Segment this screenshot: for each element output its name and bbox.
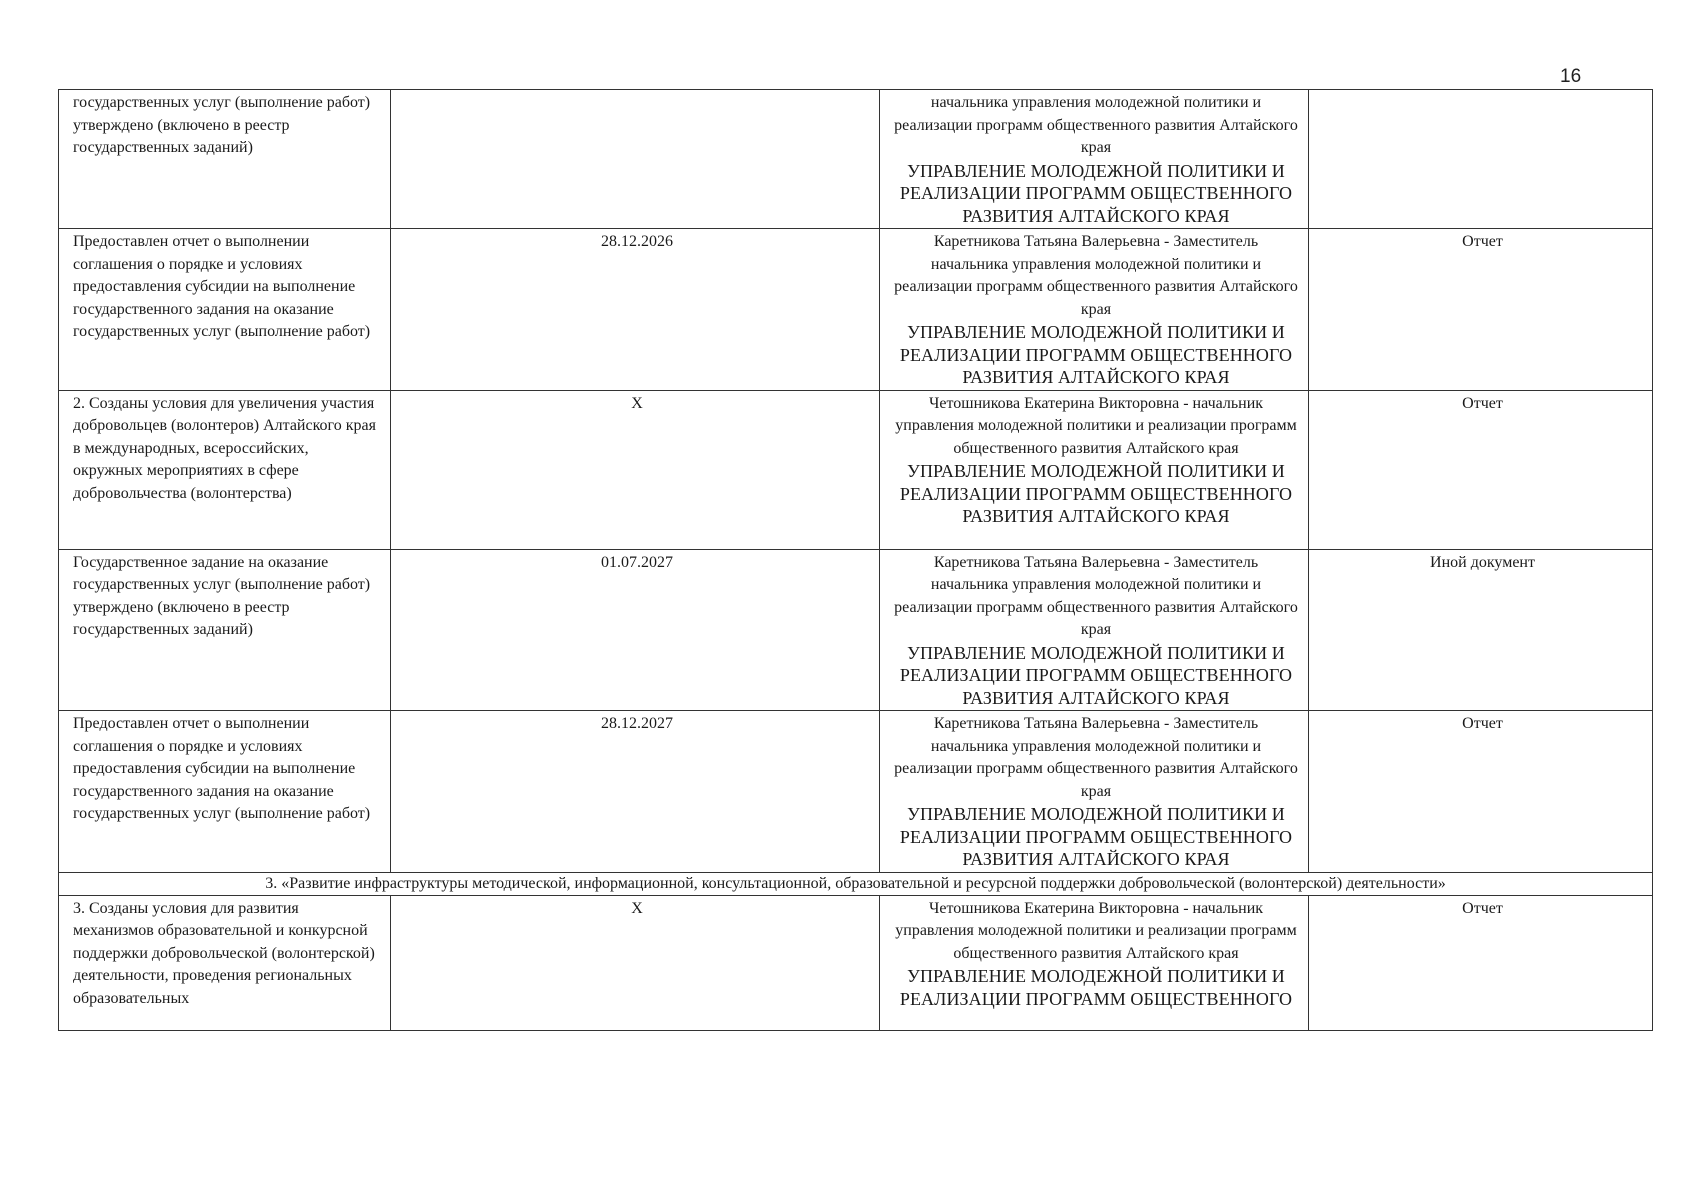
responsible-org: УПРАВЛЕНИЕ МОЛОДЕЖНОЙ ПОЛИТИКИ И РЕАЛИЗАЦИИ ПРОГРАММ ОБЩЕСТВЕННОГО РАЗВИТИЯ АЛТАЙСКОГО КРАЯ — [899, 322, 1293, 387]
date-cell: X — [391, 895, 880, 1030]
responsible-org: УПРАВЛЕНИЕ МОЛОДЕЖНОЙ ПОЛИТИКИ И РЕАЛИЗАЦИИ ПРОГРАММ ОБЩЕСТВЕННОГО РАЗВИТИЯ АЛТАЙСКОГО КРАЯ — [899, 160, 1293, 226]
event-cell: Государственное задание на оказание государственных услуг (выполнение работ) утверждено (включено в реестр государственных заданий) — [59, 549, 391, 711]
responsible-org: УПРАВЛЕНИЕ МОЛОДЕЖНОЙ ПОЛИТИКИ И РЕАЛИЗАЦИИ ПРОГРАММ ОБЩЕСТВЕННОГО РАЗВИТИЯ АЛТАЙСКОГО КРАЯ — [899, 461, 1293, 526]
section-heading: 3. «Развитие инфраструктуры методической, информационной, консультационной, образовательной и ресурсной поддержки добровольческой (волонтерской) деятельности» — [59, 872, 1653, 895]
date-cell: 01.07.2027 — [391, 549, 880, 711]
responsible-person: Каретникова Татьяна Валерьевна - Заместитель начальника управления молодежной политики и реализации программ общественного развития Алтайского края — [894, 233, 1298, 318]
table-row — [59, 549, 1653, 711]
responsible-cell — [880, 895, 1309, 1030]
document-type-cell: Иной документ — [1309, 549, 1653, 711]
document-type-cell: Отчет — [1309, 895, 1653, 1030]
responsible-person: Каретникова Татьяна Валерьевна - Заместитель начальника управления молодежной политики и реализации программ общественного развития Алтайского края — [894, 715, 1298, 800]
document-type-cell — [1309, 90, 1653, 229]
table-row — [59, 711, 1653, 873]
responsible-cell — [880, 390, 1309, 549]
date-cell — [391, 90, 880, 229]
event-cell: Предоставлен отчет о выполнении соглашения о порядке и условиях предоставления субсидии на выполнение государственного задания на оказание государственных услуг (выполнение работ) — [59, 229, 391, 391]
control-points-table — [58, 89, 1653, 1031]
responsible-cell — [880, 90, 1309, 229]
event-cell: 2. Созданы условия для увеличения участия добровольцев (волонтеров) Алтайского края в международных, всероссийских, окружных мероприятиях в сфере добровольчества (волонтерства) — [59, 390, 391, 549]
responsible-org: УПРАВЛЕНИЕ МОЛОДЕЖНОЙ ПОЛИТИКИ И РЕАЛИЗАЦИИ ПРОГРАММ ОБЩЕСТВЕННОГО РАЗВИТИЯ АЛТАЙСКОГО КРАЯ — [899, 804, 1293, 869]
responsible-cell — [880, 229, 1309, 391]
responsible-person: Каретникова Татьяна Валерьевна - Заместитель начальника управления молодежной политики и реализации программ общественного развития Алтайского края — [894, 553, 1298, 638]
responsible-cell — [880, 549, 1309, 711]
responsible-org: УПРАВЛЕНИЕ МОЛОДЕЖНОЙ ПОЛИТИКИ И РЕАЛИЗАЦИИ ПРОГРАММ ОБЩЕСТВЕННОГО — [899, 966, 1293, 1009]
document-type-cell: Отчет — [1309, 229, 1653, 391]
responsible-cell — [880, 711, 1309, 873]
page-number: 16 — [1560, 66, 1582, 87]
table-row — [59, 895, 1653, 1030]
responsible-person: Четошникова Екатерина Викторовна - начальник управления молодежной политики и реализации программ общественного развития Алтайского края — [895, 394, 1297, 457]
section-heading-row — [59, 872, 1653, 895]
table-row — [59, 90, 1653, 229]
event-cell: государственных услуг (выполнение работ) утверждено (включено в реестр государственных заданий) — [59, 90, 391, 229]
date-cell: 28.12.2026 — [391, 229, 880, 391]
date-cell: 28.12.2027 — [391, 711, 880, 873]
document-type-cell: Отчет — [1309, 390, 1653, 549]
event-cell: 3. Созданы условия для развития механизмов образовательной и конкурсной поддержки добровольческой (волонтерской) деятельности, проведения региональных образовательных — [59, 895, 391, 1030]
responsible-org: УПРАВЛЕНИЕ МОЛОДЕЖНОЙ ПОЛИТИКИ И РЕАЛИЗАЦИИ ПРОГРАММ ОБЩЕСТВЕННОГО РАЗВИТИЯ АЛТАЙСКОГО КРАЯ — [899, 642, 1293, 708]
event-cell: Предоставлен отчет о выполнении соглашения о порядке и условиях предоставления субсидии на выполнение государственного задания на оказание государственных услуг (выполнение работ) — [59, 711, 391, 873]
responsible-person: начальника управления молодежной политики и реализации программ общественного развития Алтайского края — [894, 94, 1298, 156]
date-cell: X — [391, 390, 880, 549]
table-row — [59, 390, 1653, 549]
table-row — [59, 229, 1653, 391]
responsible-person: Четошникова Екатерина Викторовна - начальник управления молодежной политики и реализации программ общественного развития Алтайского края — [895, 899, 1297, 962]
document-type-cell: Отчет — [1309, 711, 1653, 873]
